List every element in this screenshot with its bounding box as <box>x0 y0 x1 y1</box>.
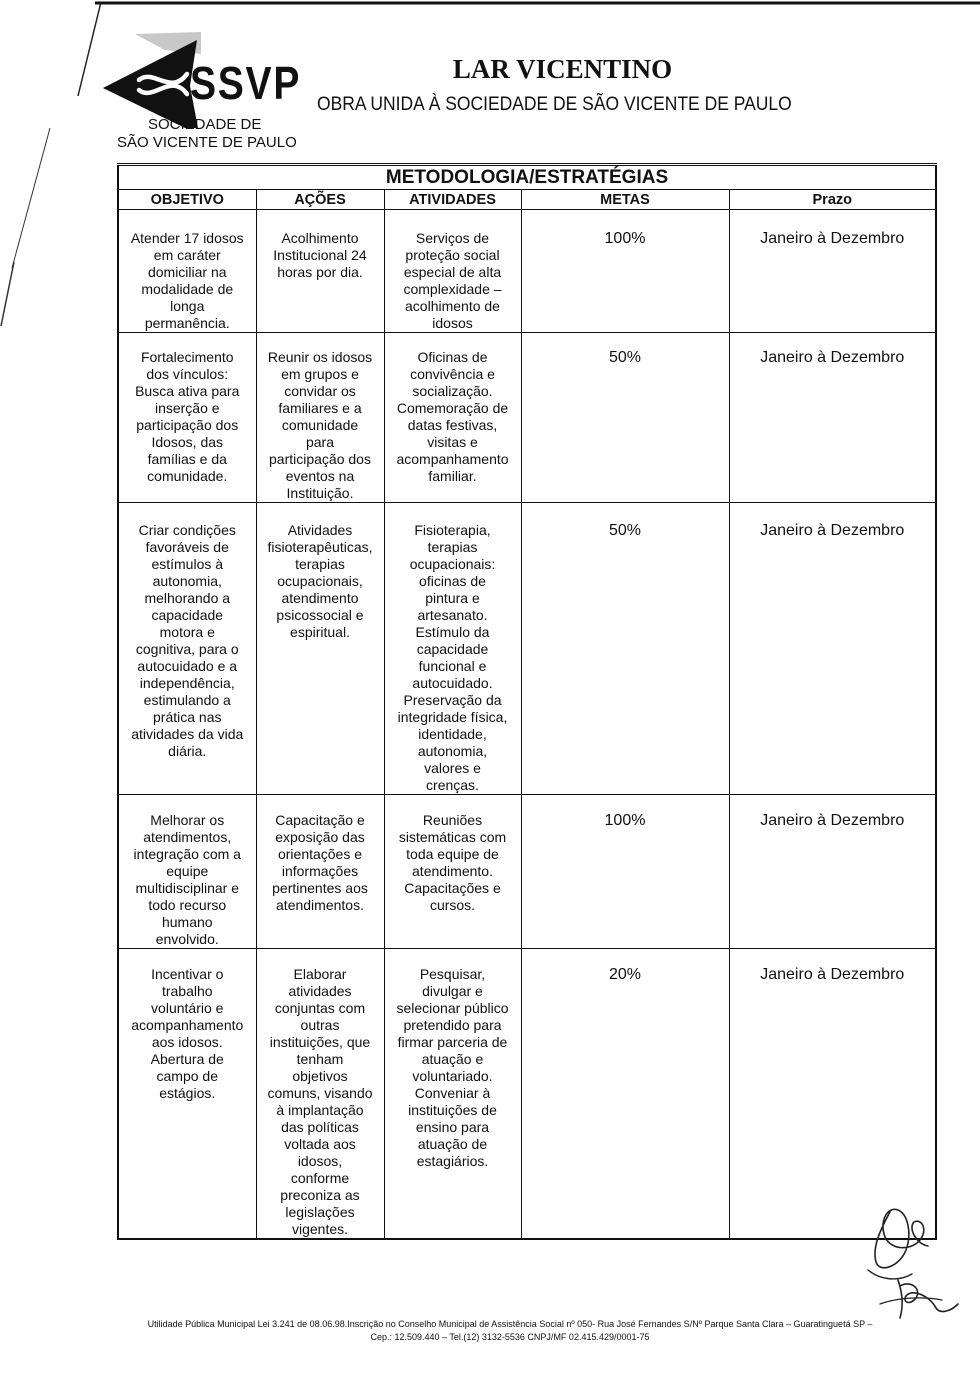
table-row <box>118 210 936 333</box>
handwritten-signature <box>850 1200 970 1330</box>
cell-prazo: Janeiro à Dezembro <box>729 795 936 949</box>
cell-prazo: Janeiro à Dezembro <box>729 949 936 1240</box>
table-row <box>118 949 936 1240</box>
cell-objetivo: Melhorar os atendimentos, integração com a equipe multidisciplinar e todo recurso humano envolvido. <box>118 795 256 949</box>
cell-prazo: Janeiro à Dezembro <box>729 210 936 333</box>
cell-prazo: Janeiro à Dezembro <box>729 503 936 795</box>
cell-metas: 100% <box>521 795 729 949</box>
logo-acronym: SSVP <box>190 57 302 109</box>
cell-metas: 50% <box>521 333 729 503</box>
cell-metas: 50% <box>521 503 729 795</box>
cell-atividades: Fisioterapia, terapias ocupacionais: oficinas de pintura e artesanato. Estímulo da capacidade funcional e autocuidado. Preservação da integridade física, identidade, autonomia, valores e crenças. <box>384 503 521 795</box>
cell-metas: 100% <box>521 210 729 333</box>
table-title-row <box>118 165 936 190</box>
footer-line2: Cep.: 12.509.440 – Tel.(12) 3132-5536 CNPJ/MF 02.415.429/0001-75 <box>370 1332 650 1342</box>
cell-acoes: Acolhimento Institucional 24 horas por dia. <box>256 210 384 333</box>
cell-objetivo: Incentivar o trabalho voluntário e acompanhamento aos idosos. Abertura de campo de estágios. <box>118 949 256 1240</box>
cell-objetivo: Atender 17 idosos em caráter domiciliar na modalidade de longa permanência. <box>118 210 256 333</box>
footer <box>60 1318 960 1344</box>
table-row <box>118 503 936 795</box>
column-header-objetivo: OBJETIVO <box>118 190 256 210</box>
cell-objetivo: Fortalecimento dos vínculos: Busca ativa para inserção e participação dos Idosos, das famílias e da comunidade. <box>118 333 256 503</box>
column-header-atividades: ATIVIDADES <box>384 190 521 210</box>
cell-acoes: Elaborar atividades conjuntas com outras instituições, que tenham objetivos comuns, visando à implantação das políticas voltada aos idosos, conforme preconiza as legislações vigentes. <box>256 949 384 1240</box>
table-header-row <box>118 190 936 210</box>
cell-acoes: Capacitação e exposição das orientações e informações pertinentes aos atendimentos. <box>256 795 384 949</box>
cell-metas: 20% <box>521 949 729 1240</box>
cell-atividades: Serviços de proteção social especial de alta complexidade – acolhimento de idosos <box>384 210 521 333</box>
cell-acoes: Reunir os idosos em grupos e convidar os familiares e a comunidade para participação dos eventos na Instituição. <box>256 333 384 503</box>
cell-acoes: Atividades fisioterapêuticas, terapias ocupacionais, atendimento psicossocial e espiritual. <box>256 503 384 795</box>
methodology-table <box>117 163 937 1240</box>
document-title: LAR VICENTINO <box>452 54 673 84</box>
table-row <box>118 795 936 949</box>
cell-atividades: Oficinas de convivência e socialização. Comemoração de datas festivas, visitas e acompanhamento familiar. <box>384 333 521 503</box>
table-title: METODOLOGIA/ESTRATÉGIAS <box>118 165 936 190</box>
column-header-acoes: AÇÕES <box>256 190 384 210</box>
table-row <box>118 333 936 503</box>
cell-atividades: Pesquisar, divulgar e selecionar público pretendido para firmar parceria de atuação e voluntariado. Conveniar à instituições de ensino para atuação de estagiários. <box>384 949 521 1240</box>
logo-text-line1: SOCIEDADE DE <box>148 116 262 133</box>
cell-atividades: Reuniões sistemáticas com toda equipe de atendimento. Capacitações e cursos. <box>384 795 521 949</box>
cell-prazo: Janeiro à Dezembro <box>729 333 936 503</box>
document-subtitle: OBRA UNIDA À SOCIEDADE DE SÃO VICENTE DE PAULO <box>317 94 792 115</box>
cell-objetivo: Criar condições favoráveis de estímulos à autonomia, melhorando a capacidade motora e cognitiva, para o autocuidado e a independência, estimulando a prática nas atividades da vida diária. <box>118 503 256 795</box>
column-header-prazo: Prazo <box>729 190 936 210</box>
logo-text-line2: SÃO VICENTE DE PAULO <box>117 134 297 151</box>
footer-line1: Utilidade Pública Municipal Lei 3.241 de 08.06.98.Inscrição no Conselho Municipal de Assistência Social nº 050- Rua José Fernandes S/Nº Parque Santa Clara – Guaratinguetá SP – <box>147 1319 873 1329</box>
column-header-metas: METAS <box>521 190 729 210</box>
